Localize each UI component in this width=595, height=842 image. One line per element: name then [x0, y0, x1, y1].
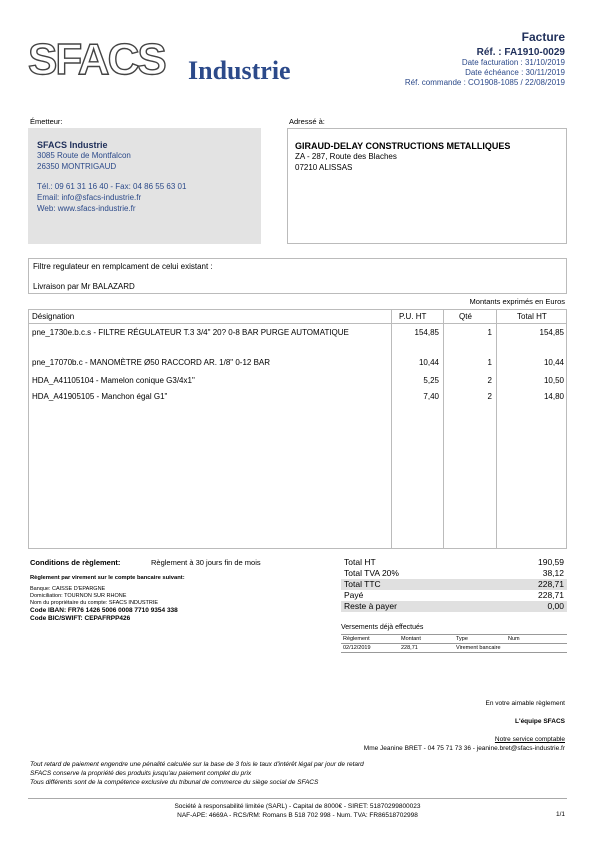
notes-box — [28, 258, 567, 294]
total-label: Reste à payer — [344, 601, 397, 611]
signature-block — [364, 700, 565, 763]
row-qty: 2 — [487, 376, 492, 385]
payment-amount: 228,71 — [399, 644, 454, 653]
total-row — [341, 557, 567, 568]
payments-header: Règlement — [341, 635, 399, 644]
recipient-address1: ZA - 287, Route des Blaches — [295, 152, 397, 161]
emitter-phone: Tél.: 09 61 31 16 40 - Fax: 04 86 55 63 01 — [37, 182, 187, 191]
currency-note: Montants exprimés en Euros — [469, 297, 565, 306]
row-designation: HDA_A41105104 - Mamelon conique G3/4x1" — [32, 376, 195, 385]
footer — [28, 802, 567, 820]
row-total: 14,80 — [543, 392, 564, 401]
transfer-title: Règlement par virement sur le compte bancaire suivant: — [30, 575, 185, 581]
contact-line: Mme Jeanine BRET - 04 75 71 73 36 - jeanine.bret@sfacs-industrie.fr — [363, 745, 565, 752]
column-divider — [496, 310, 497, 548]
total-row — [341, 590, 567, 601]
payments-title: Versements déjà effectués — [341, 624, 424, 631]
row-pu: 154,85 — [414, 328, 439, 337]
legal-notes — [30, 760, 364, 787]
header-qty: Qté — [459, 312, 472, 321]
column-divider — [443, 310, 444, 548]
payment-conditions — [30, 558, 330, 623]
row-pu: 7,40 — [423, 392, 439, 401]
account-holder: Nom du propriétaire du compte: SFACS INDUSTRIE — [30, 600, 159, 606]
payment-row — [341, 644, 567, 653]
total-value: 0,00 — [547, 601, 564, 611]
footer-line-1: Société à responsabilité limitée (SARL) - Capital de 8000€ - SIRET: 51870299800023 — [174, 803, 421, 810]
payments-section — [341, 624, 567, 653]
total-value: 190,59 — [538, 557, 564, 567]
column-divider — [391, 310, 392, 548]
greeting: En votre aimable règlement — [485, 700, 565, 707]
emitter-address1: 3085 Route de Montfalcon — [37, 151, 131, 160]
row-pu: 5,25 — [423, 376, 439, 385]
payment-num — [506, 644, 567, 653]
total-row — [341, 601, 567, 612]
invoice-title: Facture — [521, 30, 565, 44]
payments-header: Montant — [399, 635, 454, 644]
header-designation: Désignation — [32, 312, 75, 321]
header-total: Total HT — [517, 312, 547, 321]
row-designation: pne_1730e.b.c.s - FILTRE RÉGULATEUR T.3 3/4" 20? 0-8 BAR PURGE AUTOMATIQUE — [32, 328, 349, 337]
note-line-2: Livraison par Mr BALAZARD — [33, 282, 135, 291]
total-label: Total TVA 20% — [344, 568, 399, 578]
emitter-address2: 26350 MONTRIGAUD — [37, 162, 117, 171]
footer-line-2: NAF-APE: 4669A - RCS/RM: Romans B 518 702 998 - Num. TVA: FR86518702998 — [177, 812, 418, 819]
row-qty: 1 — [487, 328, 492, 337]
row-total: 10,44 — [543, 358, 564, 367]
legal-line-3: Tous différents sont de la compétence exclusive du tribunal de commerce du siège social de SFACS — [30, 779, 319, 786]
total-label: Total HT — [344, 557, 376, 567]
legal-line-2: SFACS conserve la propriété des produits jusqu'au paiement complet du prix — [30, 770, 252, 777]
table-header — [29, 310, 566, 324]
total-value: 228,71 — [538, 590, 564, 600]
items-table — [28, 309, 567, 549]
bank-name: Banque: CAISSE D'EPARGNE — [30, 586, 106, 592]
header-pu: P.U. HT — [399, 312, 427, 321]
due-date: Date échéance : 30/11/2019 — [465, 68, 565, 77]
emitter-name: SFACS Industrie — [37, 140, 108, 150]
total-label: Payé — [344, 590, 364, 600]
logo-text: SFACS — [28, 35, 165, 84]
team-name: L'équipe SFACS — [515, 718, 565, 725]
payments-table — [341, 634, 567, 653]
totals-box — [341, 557, 567, 612]
logo-subtitle: Industrie — [188, 56, 291, 85]
emitter-box — [28, 128, 261, 244]
invoice-header — [405, 30, 565, 88]
emitter-label: Émetteur: — [30, 117, 63, 126]
emitter-web: Web: www.sfacs-industrie.fr — [37, 204, 136, 213]
row-designation: HDA_A41905105 - Manchon égal G1" — [32, 392, 168, 401]
payments-header-row — [341, 635, 567, 644]
total-row — [341, 579, 567, 590]
payments-header: Num — [506, 635, 567, 644]
total-value: 38,12 — [542, 568, 564, 578]
row-total: 154,85 — [539, 328, 564, 337]
row-total: 10,50 — [543, 376, 564, 385]
invoice-ref: Réf. : FA1910-0029 — [476, 47, 565, 58]
row-designation: pne_17070b.c - MANOMÈTRE Ø50 RACCORD AR. 1/8" 0-12 BAR — [32, 358, 271, 367]
department: Notre service comptable — [494, 736, 565, 743]
payments-header: Type — [454, 635, 506, 644]
order-ref: Réf. commande : CO1908-1085 / 22/08/2019 — [404, 78, 565, 87]
bic: Code BIC/SWIFT: CEPAFRPP426 — [30, 615, 131, 622]
payment-date: 02/12/2019 — [341, 644, 399, 653]
conditions-value: Règlement à 30 jours fin de mois — [151, 558, 261, 567]
footer-divider — [28, 798, 567, 799]
invoice-date: Date facturation : 31/10/2019 — [461, 58, 565, 67]
page-number: 1/1 — [555, 811, 565, 818]
row-pu: 10,44 — [418, 358, 439, 367]
legal-line-1: Tout retard de paiement engendre une pénalité calculée sur la base de 3 fois le taux d'intérêt légal par jour de retard — [30, 761, 364, 768]
payment-type: Virement bancaire — [454, 644, 506, 653]
total-value: 228,71 — [538, 579, 564, 589]
note-line-1: Filtre regulateur en remplcament de celui existant : — [33, 262, 213, 271]
bank-domiciliation: Domiciliation: TOURNON SUR RHONE — [30, 593, 127, 599]
recipient-name: GIRAUD-DELAY CONSTRUCTIONS METALLIQUES — [295, 141, 511, 151]
total-label: Total TTC — [344, 579, 381, 589]
recipient-box — [287, 128, 567, 244]
total-row — [341, 568, 567, 579]
row-qty: 2 — [487, 392, 492, 401]
recipient-label: Adressé à: — [289, 117, 325, 126]
row-qty: 1 — [487, 358, 492, 367]
conditions-label: Conditions de règlement: — [30, 558, 121, 567]
emitter-email: Email: info@sfacs-industrie.fr — [37, 193, 142, 202]
iban: Code IBAN: FR76 1426 5006 0008 7710 9354 338 — [30, 607, 178, 614]
company-logo — [28, 34, 313, 86]
recipient-address2: 07210 ALISSAS — [295, 163, 353, 172]
